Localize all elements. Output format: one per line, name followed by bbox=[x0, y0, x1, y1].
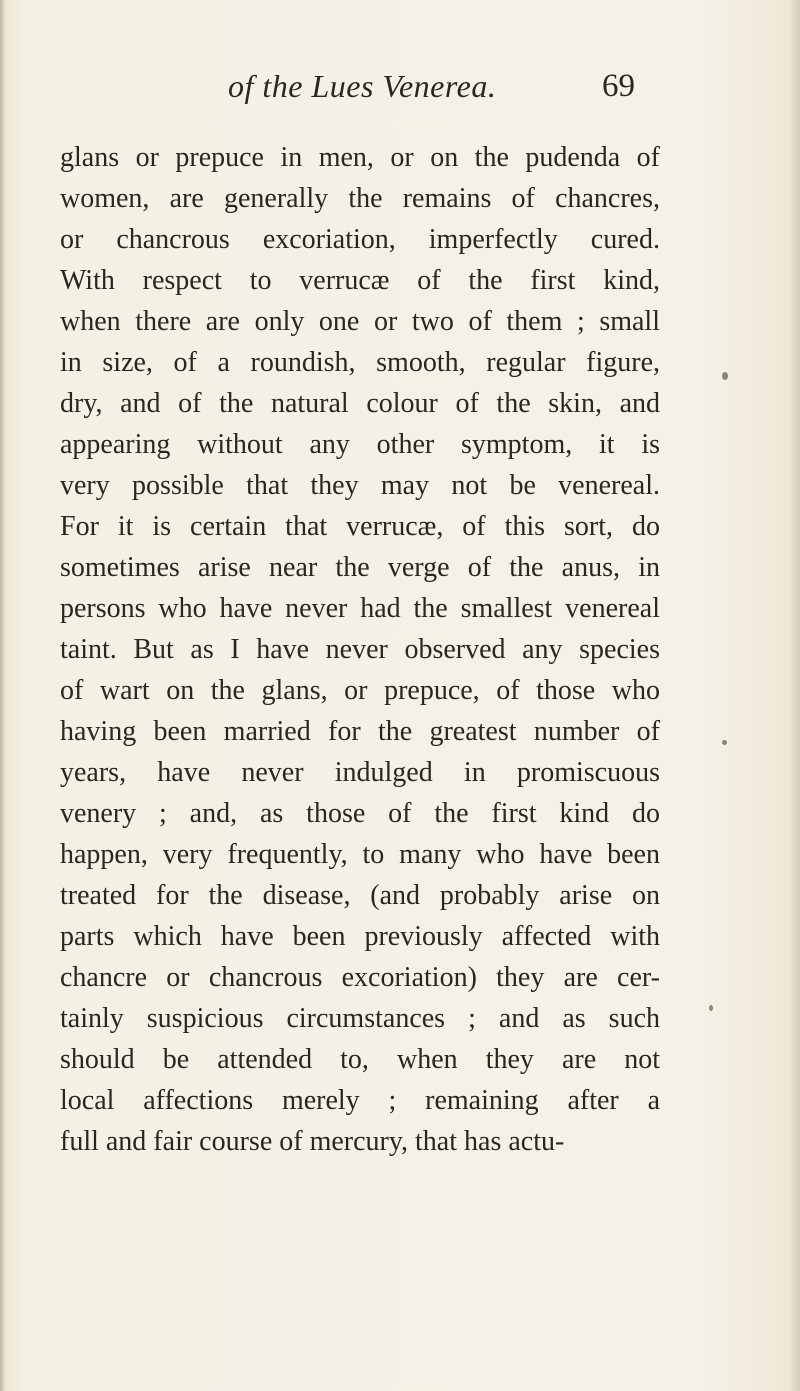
text-line: tainly suspicious circumstances ; and as such bbox=[60, 1003, 660, 1034]
text-line: With respect to verrucæ of the first kind, bbox=[60, 265, 660, 296]
text-line: appearing without any other symptom, it is bbox=[60, 429, 660, 460]
paper-speck bbox=[722, 740, 727, 745]
text-line: when there are only one or two of them ; small bbox=[60, 306, 660, 337]
text-line: glans or prepuce in men, or on the pudenda of bbox=[60, 142, 660, 173]
paper-speck bbox=[722, 372, 728, 380]
text-line: treated for the disease, (and probably arise on bbox=[60, 880, 660, 911]
page-header bbox=[0, 68, 800, 118]
text-line: or chancrous excoriation, imperfectly cured. bbox=[60, 224, 660, 255]
text-line: dry, and of the natural colour of the skin, and bbox=[60, 388, 660, 419]
text-line: years, have never indulged in promiscuous bbox=[60, 757, 660, 788]
running-head: of the Lues Venerea. bbox=[228, 68, 497, 104]
text-line: chancre or chancrous excoriation) they are cer- bbox=[60, 962, 660, 993]
page-number: 69 bbox=[602, 68, 635, 104]
text-line: For it is certain that verrucæ, of this sort, do bbox=[60, 511, 660, 542]
text-line: venery ; and, as those of the first kind do bbox=[60, 798, 660, 829]
text-line: persons who have never had the smallest venereal bbox=[60, 593, 660, 624]
text-line: local affections merely ; remaining after a bbox=[60, 1085, 660, 1116]
text-line: women, are generally the remains of chancres, bbox=[60, 183, 660, 214]
text-line: very possible that they may not be venereal. bbox=[60, 470, 660, 501]
text-line: happen, very frequently, to many who have been bbox=[60, 839, 660, 870]
text-line: parts which have been previously affected with bbox=[60, 921, 660, 952]
page-edge bbox=[790, 0, 800, 1391]
text-line: sometimes arise near the verge of the anus, in bbox=[60, 552, 660, 583]
text-line: should be attended to, when they are not bbox=[60, 1044, 660, 1075]
text-line: taint. But as I have never observed any species bbox=[60, 634, 660, 665]
text-line: of wart on the glans, or prepuce, of those who bbox=[60, 675, 660, 706]
text-line: having been married for the greatest number of bbox=[60, 716, 660, 747]
text-line: in size, of a roundish, smooth, regular figure, bbox=[60, 347, 660, 378]
text-line: full and fair course of mercury, that has actu- bbox=[60, 1126, 565, 1157]
body-text bbox=[60, 137, 660, 1162]
paper-speck bbox=[709, 1005, 713, 1011]
page-gutter bbox=[0, 0, 6, 1391]
